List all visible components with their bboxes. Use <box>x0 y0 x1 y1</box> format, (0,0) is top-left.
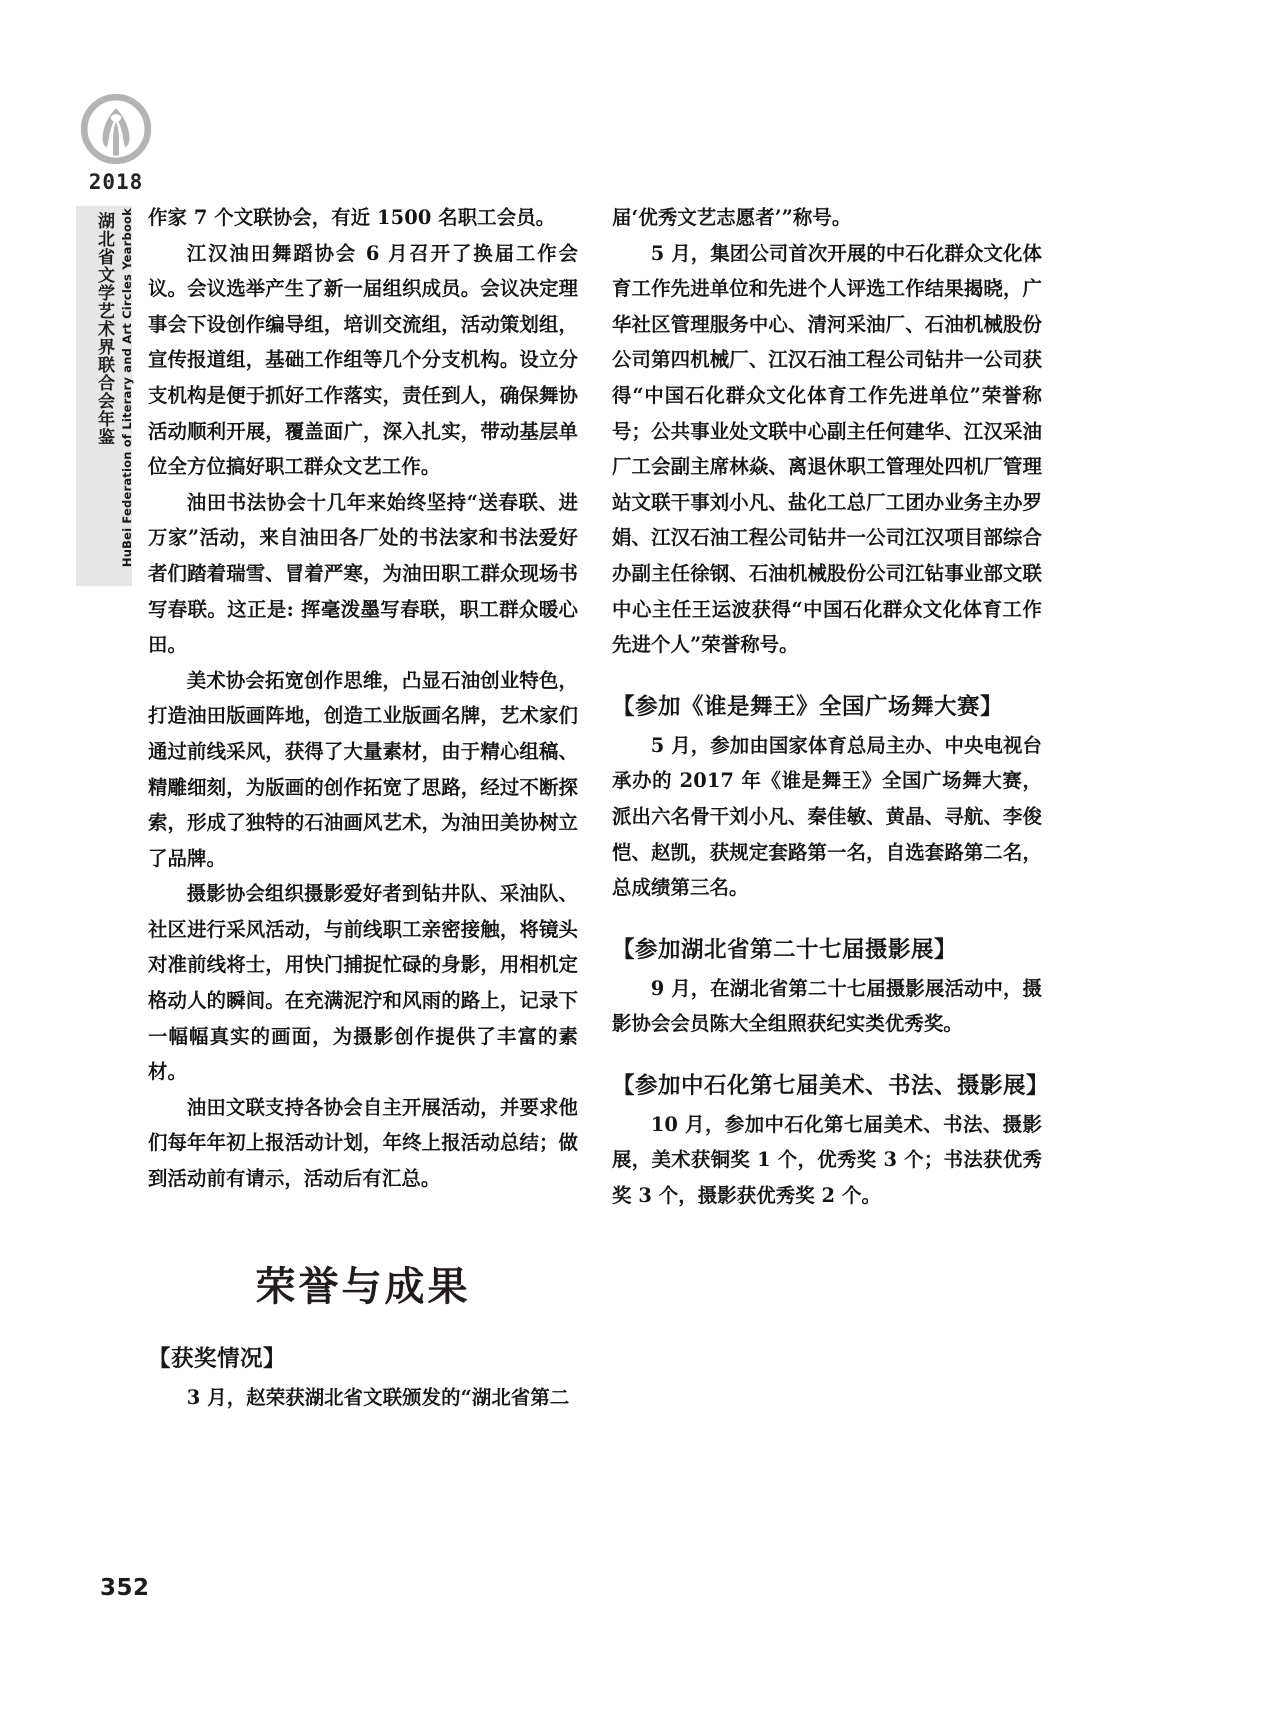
paragraph-awards-march: 3 月，赵荣获湖北省文联颁发的“湖北省第二 <box>186 1385 570 1409</box>
paragraph-oilfield-federation-support: 油田文联支持各协会自主开展活动，并要求他们每年年初上报活动计划，年终上报活动总结；做到活动前有请示，活动后有汇总。 <box>148 1095 578 1191</box>
block-title-awards: 【获奖情况】 <box>148 1345 287 1372</box>
paragraph-writers-associations: 作家 7 个文联协会，有近 1500 名职工会员。 <box>148 206 556 229</box>
sidebar-title-en: HuBei Federation of Literary and Art Circles Yearbook <box>120 208 134 568</box>
block-title-sinopec-art-exhibition: 【参加中石化第七届美术、书法、摄影展】 <box>612 1072 1050 1099</box>
block-title-hubei-photo-exhibition: 【参加湖北省第二十七届摄影展】 <box>612 936 958 963</box>
paragraph-sinopec-art-exhibition: 10 月，参加中石化第七届美术、书法、摄影展，美术获铜奖 1 个，优秀奖 3 个；书法获优秀奖 3 个，摄影获优秀奖 2 个。 <box>612 1112 1042 1208</box>
paragraph-dance-king-contest: 5 月，参加由国家体育总局主办、中央电视台承办的 2017 年《谁是舞王》全国广场舞大赛，派出六名骨干刘小凡、秦佳敏、黄晶、寻航、李俊恺、赵凯，获规定套路第一名，自选套路第二名，总成绩第三名。 <box>612 733 1042 900</box>
paragraph-photography-association: 摄影协会组织摄影爱好者到钻井队、采油队、社区进行采风活动，与前线职工亲密接触，将镜头对准前线将士，用快门捕捉忙碌的身影，用相机定格动人的瞬间。在充满泥泞和风雨的路上，记录下一幅幅真实的画面，为摄影创作提供了丰富的素材。 <box>148 882 578 1084</box>
paragraph-sinopec-may: 5 月，集团公司首次开展的中石化群众文化体育工作先进单位和先进个人评选工作结果揭晓，广华社区管理服务中心、清河采油厂、石油机械股份公司第四机械厂、江汉石油工程公司钻井一公司获得“中国石化群众文化体育工作先进单位”荣誉称号；公共事业处文联中心副主任何建华、江汉采油厂工会副主席林焱、离退休职工管理处四机厂管理站文联干事刘小凡、盐化工总厂工团办业务主办罗娟、江汉石油工程公司钻井一公司江汉项目部综合办副主任徐钢、石油机械股份公司江钻事业部文联中心主任王运波获得“中国石化群众文化体育工作先进个人”荣誉称号。 <box>612 241 1042 657</box>
paragraph-calligraphy-association: 油田书法协会十几年来始终坚持“送春联、进万家”活动，来自油田各厂处的书法家和书法爱好者们踏着瑞雪、冒着严寒，为油田职工群众现场书写春联。这正是: 挥毫泼墨写春联，职工群众暖心田。 <box>148 490 578 657</box>
masthead-emblem <box>68 92 164 194</box>
masthead-year: 2018 <box>88 170 144 194</box>
paragraph-hubei-photo-exhibition: 9 月，在湖北省第二十七届摄影展活动中，摄影协会会员陈大全组照获纪实类优秀奖。 <box>612 976 1042 1036</box>
block-title-dance-king-contest: 【参加《谁是舞王》全国广场舞大赛】 <box>612 693 1004 720</box>
paragraph-dance-association: 江汉油田舞蹈协会 6 月召开了换届工作会议。会议选举产生了新一届组织成员。会议决定理事会下设创作编导组，培训交流组，活动策划组，宣传报道组，基础工作组等几个分支机构。设立分支机构是便于抓好工作落实，责任到人，确保舞协活动顺利开展，覆盖面广，深入扎实，带动基层单位全方位搞好职工群众文艺工作。 <box>148 241 578 479</box>
hubei-federation-emblem-icon <box>79 92 153 166</box>
left-column <box>148 200 578 1415</box>
right-column <box>612 200 1050 1214</box>
sidebar-title-cn: 湖北省文学艺术界联合会年鉴 <box>94 212 114 446</box>
page-number: 352 <box>100 1575 150 1601</box>
paragraph-awards-continued: 届‘优秀文艺志愿者’”称号。 <box>612 206 852 229</box>
section-title-honors-achievements: 荣誉与成果 <box>255 1263 471 1310</box>
paragraph-fine-arts-association: 美术协会拓宽创作思维，凸显石油创业特色，打造油田版画阵地，创造工业版画名牌，艺术家们通过前线采风，获得了大量素材，由于精心组稿、精雕细刻，为版画的创作拓宽了思路，经过不断探索，形成了独特的石油画风艺术，为油田美协树立了品牌。 <box>148 668 578 870</box>
